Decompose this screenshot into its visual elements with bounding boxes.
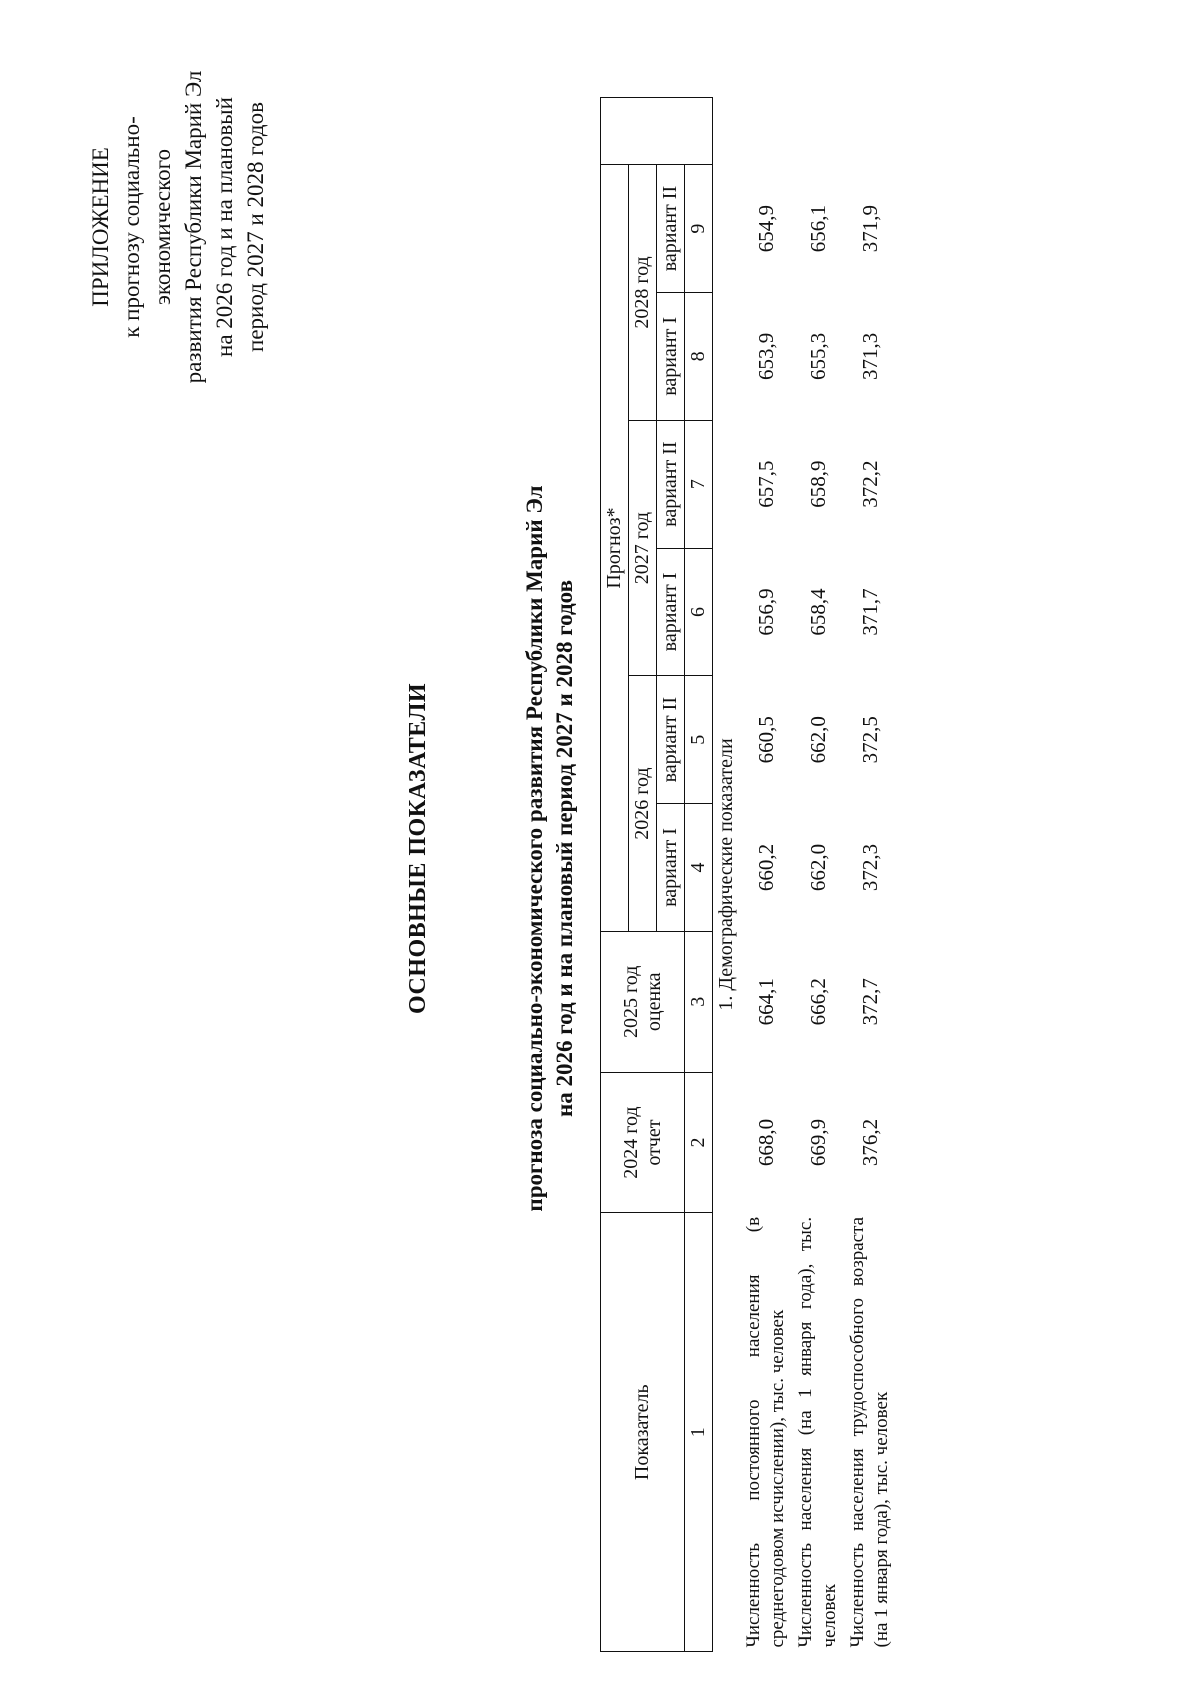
cell-2026-variant-2: 372,5 — [857, 716, 882, 764]
subtitle-line: прогноза социально-экономического развития Республики Марий Эл — [522, 485, 547, 1212]
cell-2026-variant-1: 660,2 — [753, 843, 778, 892]
subtitle-line: на 2026 год и на плановый период 2027 и 2028 годов — [552, 580, 577, 1117]
header-2024 — [601, 1072, 685, 1213]
header-2026: 2026 год — [629, 676, 657, 932]
column-number: 7 — [685, 420, 713, 548]
cell-2028-variant-1: 653,9 — [753, 332, 778, 380]
cell-2028-variant-2: 371,9 — [857, 204, 882, 253]
cell-blank — [844, 98, 896, 165]
appendix-line: развития Республики Марий Эл — [181, 70, 206, 384]
header-2028-variant-2: вариант II — [657, 165, 685, 293]
column-number: 2 — [685, 1072, 713, 1213]
cell-2027-variant-1: 656,9 — [753, 588, 778, 636]
document-title: ОСНОВНЫЕ ПОКАЗАТЕЛИ — [405, 683, 431, 1014]
column-number: 3 — [685, 931, 713, 1072]
indicators-table — [600, 97, 896, 1652]
cell-2026-variant-1: 372,3 — [857, 843, 882, 892]
cell-2027-variant-2: 372,2 — [857, 460, 882, 508]
header-2027-variant-1: вариант I — [657, 548, 685, 676]
cell-2025-estimate: 372,7 — [857, 978, 882, 1026]
column-number: 6 — [685, 548, 713, 676]
header-forecast: Прогноз* — [601, 165, 629, 932]
cell-2027-variant-2: 657,5 — [753, 460, 778, 508]
header-2028-variant-1: вариант I — [657, 292, 685, 420]
cell-2027-variant-1: 658,4 — [805, 588, 830, 636]
row-label: Численность населения (на 1 января года), тыс. человек — [795, 1216, 840, 1648]
cell-2028-variant-1: 371,3 — [857, 332, 882, 380]
cell-2024-report: 669,9 — [805, 1118, 830, 1167]
column-number: 1 — [685, 1213, 713, 1652]
cell-2024-report: 668,0 — [753, 1118, 778, 1167]
cell-2028-variant-2: 654,9 — [753, 204, 778, 253]
header-2025-type: оценка — [642, 972, 665, 1032]
header-2027: 2027 год — [629, 420, 657, 676]
table-row — [792, 98, 844, 1652]
section-row — [713, 98, 741, 1652]
cell-2026-variant-1: 662,0 — [805, 843, 830, 892]
row-label: Численность постоянного населения (в среднегодовом исчислении), тыс. человек — [743, 1216, 788, 1648]
cell-2026-variant-2: 660,5 — [753, 716, 778, 764]
cell-2025-estimate: 664,1 — [753, 978, 778, 1026]
header-2024-type: отчет — [642, 1119, 665, 1166]
column-number: 8 — [685, 292, 713, 420]
table-row — [844, 98, 896, 1652]
header-2026-variant-1: вариант I — [657, 804, 685, 932]
table-row — [740, 98, 792, 1652]
document-subtitle — [520, 0, 580, 1697]
header-blank-column — [601, 98, 713, 165]
header-2024-year: 2024 год — [619, 1106, 642, 1179]
cell-blank — [740, 98, 792, 165]
appendix-heading: ПРИЛОЖЕНИЕ — [88, 147, 113, 307]
appendix-line: период 2027 и 2028 годов — [243, 102, 268, 352]
column-number: 5 — [685, 676, 713, 804]
header-2028: 2028 год — [629, 165, 657, 421]
header-indicator: Показатель — [601, 1213, 685, 1652]
cell-2028-variant-1: 655,3 — [805, 332, 830, 380]
cell-2028-variant-2: 656,1 — [805, 204, 830, 253]
row-label: Численность населения трудоспособного возраста (на 1 января года), тыс. человек — [847, 1216, 892, 1648]
cell-2025-estimate: 666,2 — [805, 978, 830, 1026]
header-2025-year: 2025 год — [619, 965, 642, 1038]
header-2026-variant-2: вариант II — [657, 676, 685, 804]
appendix-line: к прогнозу социально-экономического — [119, 116, 175, 338]
header-2025 — [601, 931, 685, 1072]
column-number: 4 — [685, 804, 713, 932]
section-title: 1. Демографические показатели — [715, 738, 737, 1011]
appendix-line: на 2026 год и на плановый — [212, 97, 237, 357]
cell-2027-variant-2: 658,9 — [805, 460, 830, 508]
cell-2027-variant-1: 371,7 — [857, 588, 882, 636]
cell-blank — [792, 98, 844, 165]
column-number: 9 — [685, 165, 713, 293]
cell-2024-report: 376,2 — [857, 1118, 882, 1167]
header-2027-variant-2: вариант II — [657, 420, 685, 548]
appendix-block — [85, 47, 271, 407]
cell-2026-variant-2: 662,0 — [805, 716, 830, 764]
